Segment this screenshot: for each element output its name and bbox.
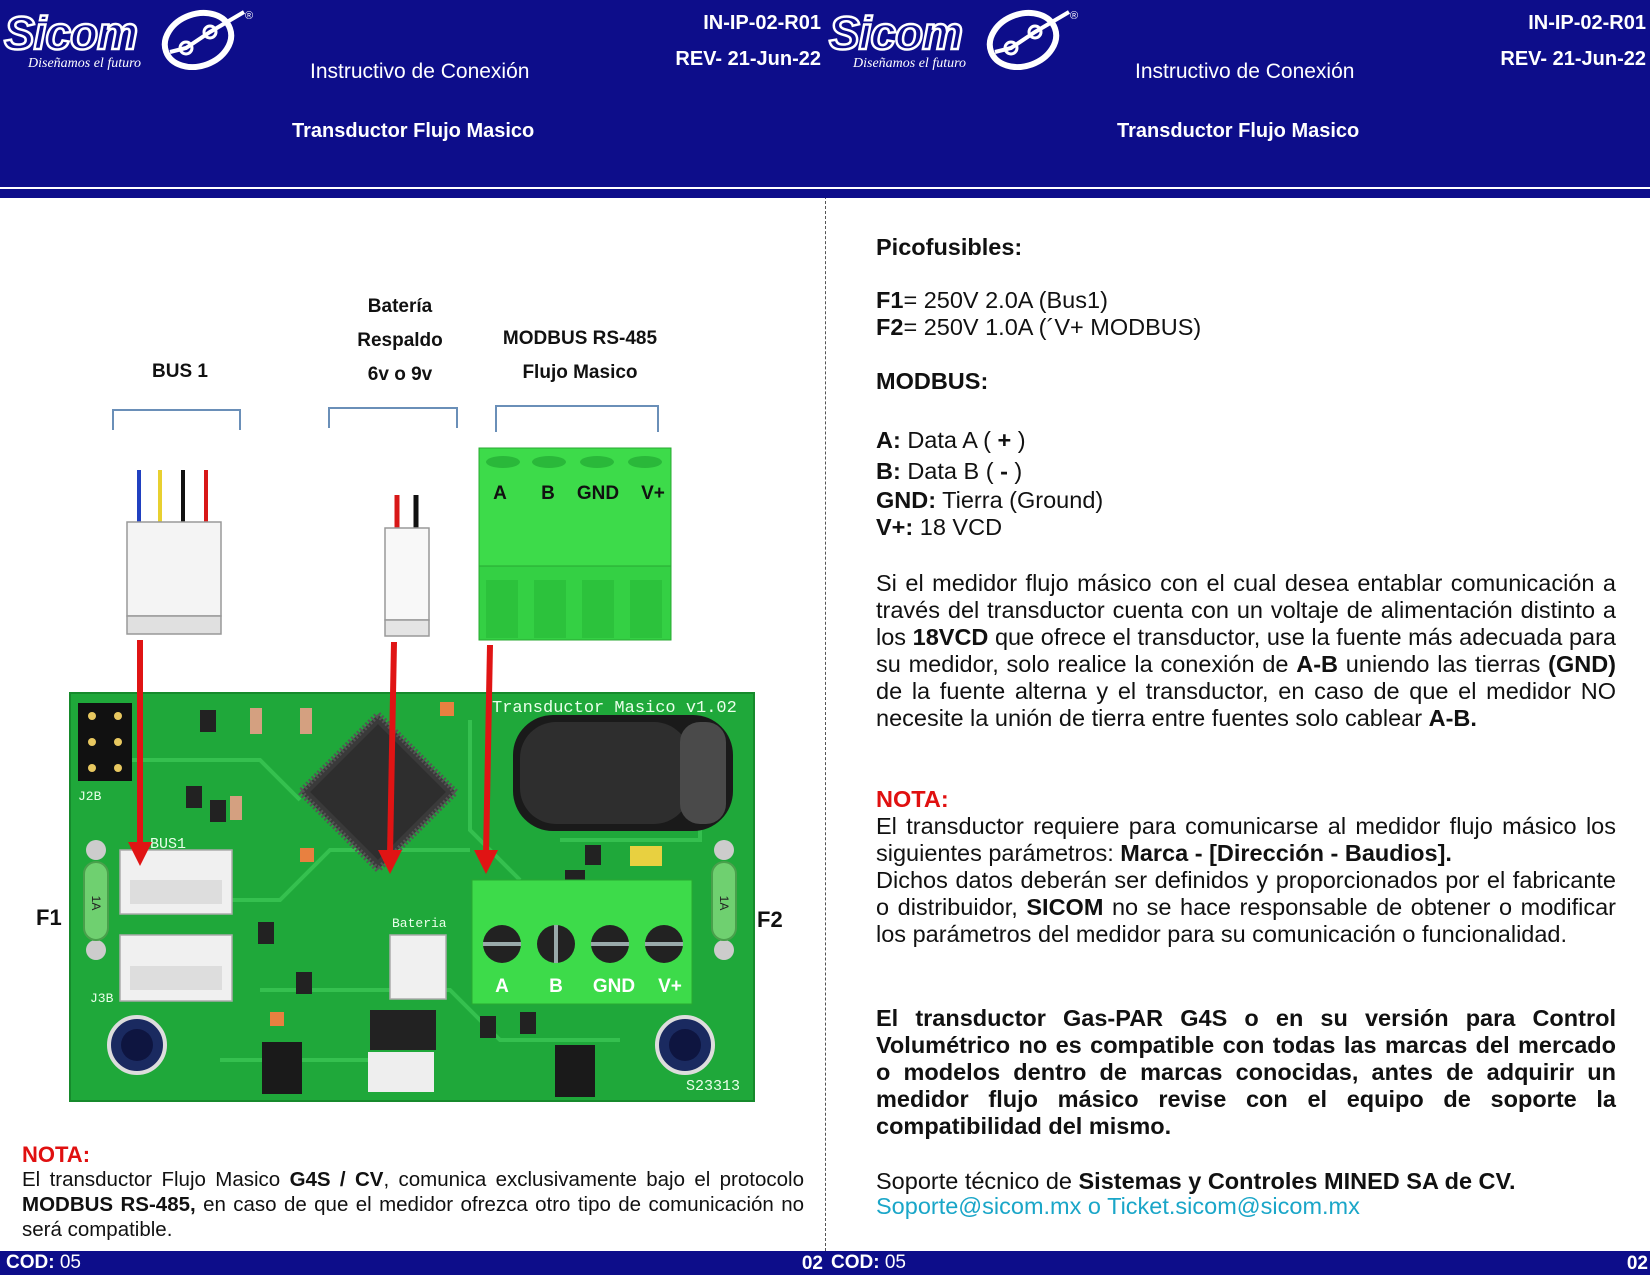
compatibility-warning: El transductor Gas-PAR G4S o en su versión para Control Volumétrico no es compatible con todas las marcas del mercado o modelos dentro de marcas conocidas, antes de adquirir un medidor flujo másico revise con el equipo de soporte la compatibilidad del mismo. <box>876 1005 1616 1139</box>
modbus-title: MODBUS: <box>876 368 989 394</box>
support-line: Soporte técnico de Sistemas y Controles MINED SA de CV. <box>876 1168 1516 1194</box>
footer-cod: COD: 05 <box>6 1252 81 1273</box>
logo-tagline: Diseñamos el futuro <box>28 56 142 71</box>
logo-emblem-icon <box>156 8 248 70</box>
power-paragraph: Si el medidor flujo másico con el cual desea entablar comunicación a través del transductor cuenta con un voltaje de alimentación distinto a los 18VCD que ofrece el transductor, use la fuente más adecuada para su medidor, solo realice la conexión de A-B uniendo las tierras (GND) de la fuente alterna y el transductor, en caso de que el medidor NO necesite la unión de tierra entre fuentes solo cablear A-B. <box>876 570 1616 731</box>
doc-revision: REV- 21-Jun-22 <box>675 48 821 70</box>
support-emails: Soporte@sicom.mx o Ticket.sicom@sicom.mx <box>876 1193 1360 1219</box>
modbus-vplus: V+: 18 VCD <box>876 514 1003 540</box>
term-label-a: A <box>495 976 509 997</box>
left-note <box>22 1142 804 1242</box>
doc-subtitle: Transductor Flujo Masico <box>1117 120 1360 142</box>
battery-connector <box>385 495 429 636</box>
header-rule <box>0 189 825 198</box>
left-note-title: NOTA: <box>22 1142 91 1167</box>
header-rule <box>825 189 1650 198</box>
modbus-gnd: GND: Tierra (Ground) <box>876 487 1104 513</box>
fuse-f1-spec: F1= 250V 2.0A (Bus1) <box>876 287 1108 313</box>
plug-label-vplus: V+ <box>641 483 665 504</box>
brace-bateria <box>329 408 457 428</box>
modbus-a: A: Data A ( + ) <box>876 427 1026 453</box>
page-header <box>825 0 1650 187</box>
silk-bateria: Bateria <box>392 916 447 931</box>
logo-tagline: Diseñamos el futuro <box>853 56 967 71</box>
email-soporte-link[interactable]: Soporte@sicom.mx <box>876 1193 1082 1219</box>
doc-revision: REV- 21-Jun-22 <box>1500 48 1646 70</box>
page-footer <box>825 1251 1650 1275</box>
logo-word: Sicom <box>4 7 138 59</box>
plug-label-b: B <box>541 483 555 504</box>
footer-page-number: 02 <box>801 1253 823 1274</box>
plug-label-a: A <box>493 483 507 504</box>
pcb-board <box>70 693 754 1101</box>
right-note-text: El transductor requiere para comunicarse al medidor flujo másico los siguientes parámetros: Marca - [Dirección - Baudios]. Dichos datos deberán ser definidos y proporcionados por el fabricante o distribuidor, SICOM no se hace responsable de obtener o modificar los parámetros del medidor para su comunicación o funcionalidad. <box>876 813 1616 947</box>
label-f2: F2 <box>757 907 783 932</box>
footer-page-number: 02 <box>1626 1253 1648 1274</box>
bus1-connector <box>127 470 221 634</box>
svg-text:1A: 1A <box>89 895 103 911</box>
doc-title: Instructivo de Conexión <box>1135 60 1355 83</box>
page-footer <box>0 1251 825 1275</box>
brace-modbus <box>496 406 658 432</box>
silk-j2b: J2B <box>78 789 102 804</box>
label-bus1: BUS 1 <box>152 361 208 382</box>
doc-subtitle: Transductor Flujo Masico <box>292 120 535 142</box>
label-modbus-1: MODBUS RS-485 <box>502 328 658 349</box>
logo-emblem-icon <box>981 8 1073 70</box>
doc-code: IN-IP-02-R01 <box>703 12 821 34</box>
plug-label-gnd: GND <box>576 483 620 504</box>
silk-board-title: Transductor Masico v1.02 <box>492 699 737 718</box>
term-label-gnd: GND <box>592 976 636 997</box>
doc-code: IN-IP-02-R01 <box>1528 12 1646 34</box>
fuse-f2-spec: F2= 250V 1.0A (´V+ MODBUS) <box>876 314 1202 340</box>
doc-title: Instructivo de Conexión <box>310 60 530 83</box>
label-bateria-3: 6v o 9v <box>367 364 433 385</box>
logo-registered: ® <box>245 10 254 22</box>
connection-diagram <box>0 200 825 1120</box>
modbus-plug <box>479 448 671 640</box>
logo-word: Sicom <box>829 7 963 59</box>
svg-text:1A: 1A <box>717 895 731 911</box>
page-header <box>0 0 825 187</box>
silk-j3b: J3B <box>90 991 114 1006</box>
silk-serial: S23313 <box>686 1078 741 1095</box>
right-note-title: NOTA: <box>876 786 949 812</box>
label-f1: F1 <box>36 905 62 930</box>
brace-bus1 <box>113 410 240 430</box>
modbus-b: B: Data B ( - ) <box>876 458 1023 484</box>
email-ticket-link[interactable]: Ticket.sicom@sicom.mx <box>1107 1193 1360 1219</box>
sicom-logo <box>4 6 256 76</box>
picofusibles-title: Picofusibles: <box>876 234 1023 260</box>
footer-cod: COD: 05 <box>831 1252 906 1273</box>
left-note-text: El transductor Flujo Masico G4S / CV, comunica exclusivamente bajo el protocolo MODBUS RS-485, en caso de que el medidor ofrezca otro tipo de comunicación no será compatible. <box>22 1168 804 1241</box>
term-label-b: B <box>549 976 563 997</box>
logo-registered: ® <box>1070 10 1079 22</box>
label-bateria-2: Respaldo <box>357 330 443 351</box>
label-bateria-1: Batería <box>367 296 433 317</box>
sicom-logo <box>829 6 1081 76</box>
label-modbus-2: Flujo Masico <box>522 362 638 383</box>
silk-bus1: BUS1 <box>150 836 187 853</box>
term-label-vplus: V+ <box>658 976 682 997</box>
